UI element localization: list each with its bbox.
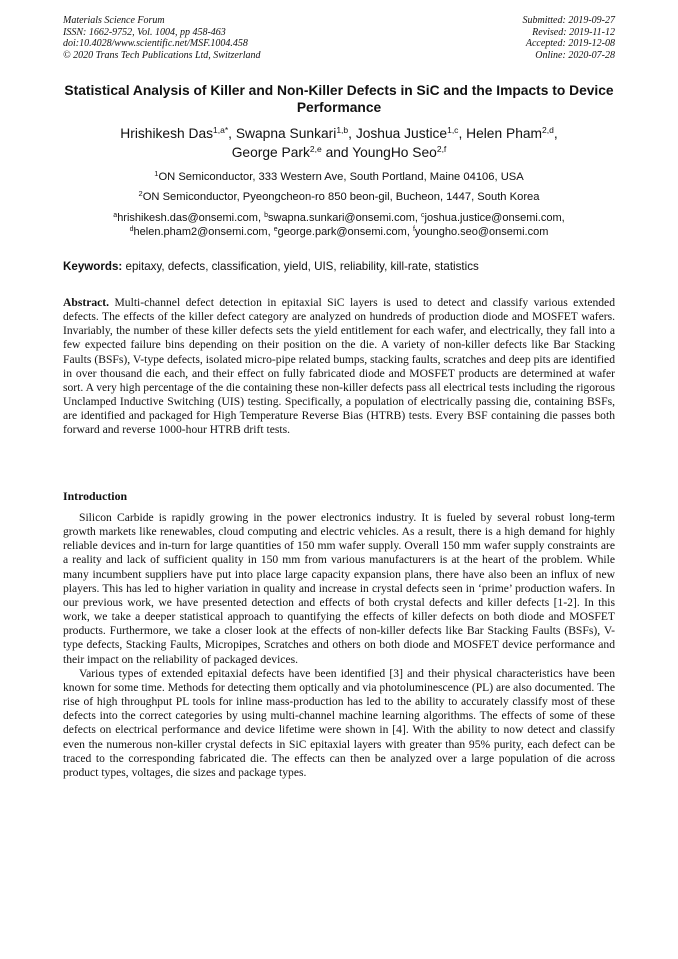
email-marker: e [273,226,278,233]
keywords-label: Keywords: [63,260,123,273]
email-separator: , [406,226,413,238]
email-address: swapna.sunkari@onsemi.com [268,212,415,224]
email-marker: b [264,212,268,219]
affiliation-1 [40,170,638,184]
abstract [63,296,615,438]
email-separator: , [561,212,565,224]
email-marker: a [113,212,118,219]
author-separator: and [321,144,353,160]
journal-copyright: © 2020 Trans Tech Publications Ltd, Switzerland [63,49,261,61]
accepted-date: Accepted: 2019-12-08 [525,38,615,49]
author-affil-marker: 2,f [436,143,447,154]
affiliation-2 [40,190,638,204]
email-address: george.park@onsemi.com [277,226,407,238]
affiliation-marker: 2 [138,189,143,198]
author-affil-marker: 2,d [542,125,554,135]
author-name: Helen Pham [466,126,543,141]
submitted-date: Submitted: 2019-09-27 [522,15,615,26]
author-separator: , [348,126,356,141]
email-marker: d [129,226,134,233]
author-name: YoungHo Seo [352,144,437,160]
author-affil-marker: 1,b [336,125,349,135]
publication-dates [523,15,616,61]
journal-name: Materials Science Forum [63,15,165,26]
author-affil-marker: 2,e [309,143,322,154]
email-address: joshua.justice@onsemi.com [424,212,562,224]
email-address: hrishikesh.das@onsemi.com [117,212,258,224]
journal-info [63,15,261,61]
author-name: Joshua Justice [355,126,448,141]
paragraph: Silicon Carbide is rapidly growing in the power electronics industry. It is fueled by several robust long-term growth markets like renewables, cloud computing and electric vehicles. As a result, there is a high demand for highly reliable devices and in-turn for large quantities of 150 mm wafer supply. Overall 150 mm wafer supply constraints are a reality and lack of sufficient quality in 150 mm from various manufacturers is at the heart of the problem. While many incumbent suppliers have put into place large capacity expansion plans, there have also been an influx of new players. This has led to higher variation in quality and increase in crystal defects seen in ‘prime’ production wafers. In our previous work, we have presented detection and effects of both crystal defects and killer defects [1-2]. In this work, we take a deeper statistical approach to quantifying the effects of killer defects on both diode and MOSFET products. Furthermore, we take a closer look at the effects of non-killer defects like Bar Stacking Faults (BSFs), V-type defects, Stacking Faults, Micropipes, Scratches and others on both diode and MOSFET device performance and their impact on the reliability of packaged devices. [63,511,615,666]
keywords-text: epitaxy, defects, classification, yield, UIS, reliability, kill-rate, statistics [122,260,479,273]
author-name: Swapna Sunkari [235,126,337,141]
keywords [63,260,615,274]
email-address: youngho.seo@onsemi.com [414,226,549,238]
author-affil-marker: 1,a* [213,125,229,135]
revised-date: Revised: 2019-11-12 [532,26,615,38]
author-separator: , [458,126,467,141]
section-heading-introduction: Introduction [63,489,128,503]
email-marker: c [421,212,425,219]
author-name: Hrishikesh Das [120,126,214,141]
affiliation-marker: 1 [154,169,159,178]
abstract-text: Multi-channel defect detection in epitaxial SiC layers is used to detect and classify various extended defects. The effects of the killer defect category are analyzed on hundreds of production diode and MOSFET wafers. Invariably, the number of these killer defects sets the yield entitlement for each wafer, and electrically, they fall into a few expected failure bins depending on their position on the die. A variety of non-killer defects like Bar Stacking Faults (BSFs), V-type defects, isolated micro-pipe related bumps, stacking faults, scratches and deep pits are identified in over thousand die each, and their effect on fully fabricated diode and MOSFET products are determined at wafer sort. A very high percentage of the die containing these non-killer defects pass all electrical tests including the rigorous Unclamped Inductive Switching (UIS) testing. Specifically, a population of electrically passing die, containing BSFs, are identified and packaged for High Temperature Reverse Bias (HTRB) tests. Every BSF containing die passes both forward and reverse 1000-hour HTRB drift tests. [63,296,615,437]
affiliation-text: ON Semiconductor, Pyeongcheon-ro 850 beon-gil, Bucheon, 1447, South Korea [142,191,540,203]
paragraph: Various types of extended epitaxial defects have been identified [3] and their physical characteristics have been known for some time. Methods for detecting them optically and via photoluminescence (PL) are also documented. The rise of high throughput PL tools for inline mass-production has led to the ability to accurately classify most of these defects into the correct categories by using multi-channel machine learning algorithms. The effects of some of these defects on electrical performance and device lifetime were shown in [4]. With the ability to now detect and classify even the numerous non-killer crystal defects in SiC epitaxial layers with greater than 95% purity, each defect can be traced to the corresponding fabricated die. The effects can then be analyzed over a large population of die across product types, voltages, die sizes and package types. [63,666,615,779]
paper-title: Statistical Analysis of Killer and Non-Killer Defects in SiC and the Impacts to Device Performance [64,83,614,115]
author-affil-marker: 1,c [447,125,459,135]
journal-issn: ISSN: 1662-9752, Vol. 1004, pp 458-463 [63,26,226,38]
email-marker: f [412,226,415,233]
email-separator: , [414,212,422,224]
author-list [55,125,623,162]
email-separator: , [257,212,265,224]
email-address: helen.pham2@onsemi.com [133,226,268,238]
introduction-body [63,511,615,780]
author-separator: , [228,126,236,141]
author-name: George Park [231,144,310,160]
email-separator: , [267,226,274,238]
online-date: Online: 2020-07-28 [535,49,615,61]
journal-doi: doi:10.4028/www.scientific.net/MSF.1004.458 [63,38,248,49]
author-separator: , [553,126,558,141]
abstract-label: Abstract. [63,296,110,309]
author-emails [55,211,623,239]
affiliation-text: ON Semiconductor, 333 Western Ave, South Portland, Maine 04106, USA [158,171,524,183]
